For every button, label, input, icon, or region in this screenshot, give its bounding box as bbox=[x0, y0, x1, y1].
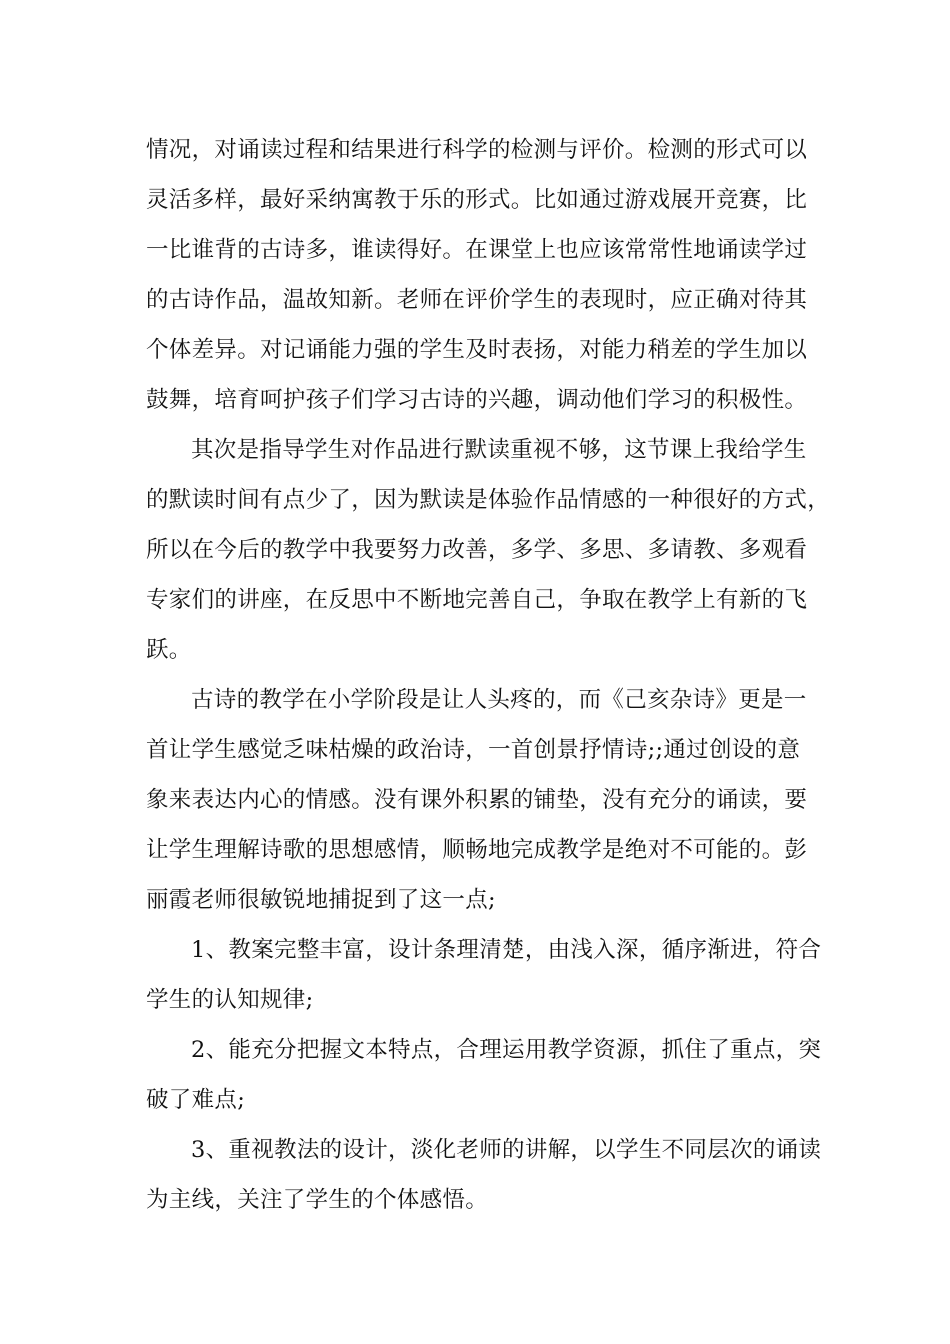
text-line: 鼓舞，培育呵护孩子们学习古诗的兴趣，调动他们学习的积极性。 bbox=[146, 387, 808, 413]
text-line: 个体差异。对记诵能力强的学生及时表扬，对能力稍差的学生加以 bbox=[146, 337, 808, 363]
list-item-first-line: 1、教案完整丰富，设计条理清楚，由浅入深，循序渐进，符合 bbox=[191, 937, 822, 963]
text-line: 丽霞老师很敏锐地捕捉到了这一点; bbox=[146, 887, 496, 913]
text-line: 让学生理解诗歌的思想感情，顺畅地完成教学是绝对不可能的。彭 bbox=[146, 837, 808, 863]
list-item-first-line: 2、能充分把握文本特点，合理运用教学资源，抓住了重点，突 bbox=[191, 1037, 822, 1063]
text-line: 跃。 bbox=[146, 637, 192, 663]
paragraph-first-line: 其次是指导学生对作品进行默读重视不够，这节课上我给学生 bbox=[191, 437, 807, 463]
text-line: 一比谁背的古诗多，谁读得好。在课堂上也应该常常性地诵读学过 bbox=[146, 237, 808, 263]
paragraph-first-line: 古诗的教学在小学阶段是让人头疼的，而《己亥杂诗》更是一 bbox=[191, 687, 807, 713]
text-line: 的默读时间有点少了，因为默读是体验作品情感的一种很好的方式， bbox=[146, 487, 831, 513]
text-line: 破了难点; bbox=[146, 1087, 246, 1113]
text-line: 学生的认知规律; bbox=[146, 987, 314, 1013]
text-line: 所以在今后的教学中我要努力改善，多学、多思、多请教、多观看 bbox=[146, 537, 808, 563]
text-line: 首让学生感觉乏味枯燥的政治诗，一首创景抒情诗;;通过创设的意 bbox=[146, 737, 801, 763]
text-line: 情况，对诵读过程和结果进行科学的检测与评价。检测的形式可以 bbox=[146, 137, 808, 163]
text-line: 专家们的讲座，在反思中不断地完善自己，争取在教学上有新的飞 bbox=[146, 587, 808, 613]
text-line: 象来表达内心的情感。没有课外积累的铺垫，没有充分的诵读，要 bbox=[146, 787, 808, 813]
text-line: 灵活多样，最好采纳寓教于乐的形式。比如通过游戏展开竞赛，比 bbox=[146, 187, 808, 213]
text-line: 为主线，关注了学生的个体感悟。 bbox=[146, 1187, 489, 1213]
text-line: 的古诗作品，温故知新。老师在评价学生的表现时，应正确对待其 bbox=[146, 287, 808, 313]
list-item-first-line: 3、重视教法的设计，淡化老师的讲解，以学生不同层次的诵读 bbox=[191, 1137, 822, 1163]
